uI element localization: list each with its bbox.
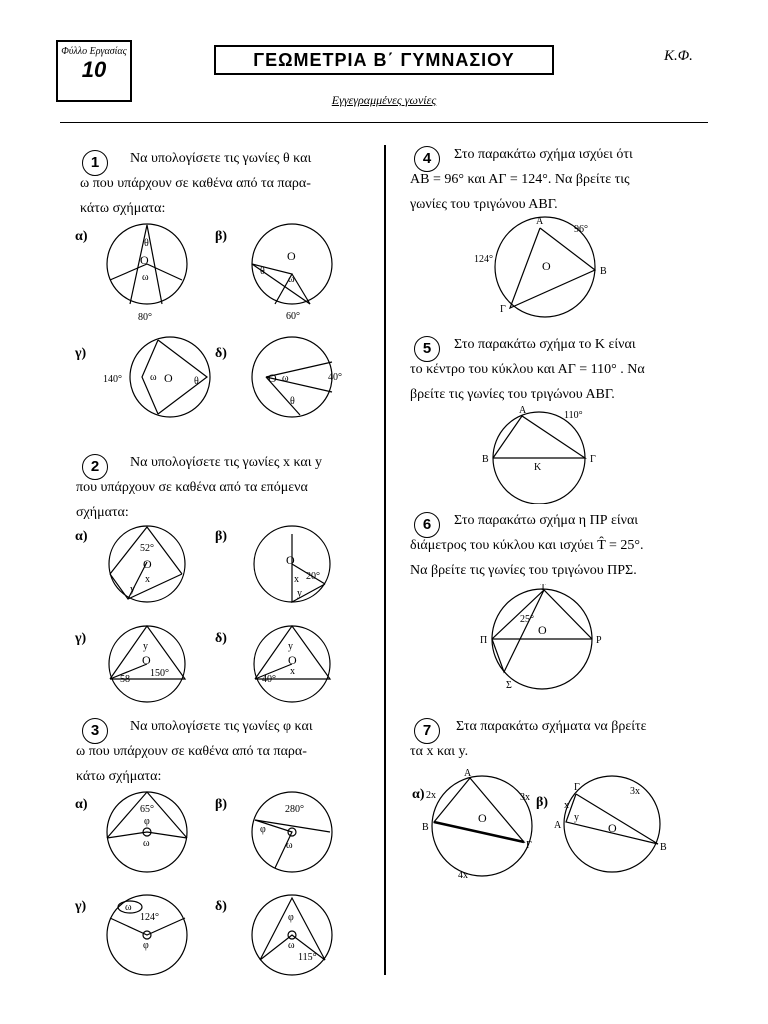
column-divider — [384, 145, 386, 975]
page-subtitle: Εγγεγραμμένες γωνίες — [331, 93, 437, 107]
author-initials: Κ.Φ. — [664, 48, 693, 64]
ex1-g-theta: θ — [194, 376, 199, 387]
exercise-3-number: 3 — [82, 718, 108, 744]
exercise-2-line-1: Να υπολογίσετε τις γωνίες x και y — [130, 455, 323, 470]
exercise-1-number: 1 — [82, 150, 108, 176]
ex2-d-x: x — [290, 666, 295, 677]
exercise-3-figures — [70, 790, 370, 980]
ex7-b-3x: 3x — [630, 786, 640, 797]
ex4-vertex-b: B — [600, 266, 607, 277]
ex2-b-angle: 20° — [306, 571, 320, 582]
sheet-number: 10 — [81, 57, 107, 82]
ex2-d-y: y — [288, 641, 293, 652]
ex3-a-angle: 65° — [140, 804, 154, 815]
ex2-b-x: x — [294, 574, 299, 585]
ex1-g-center: O — [164, 371, 173, 385]
ex1-a-arc: 80° — [138, 312, 152, 323]
ex4-center: O — [542, 259, 551, 273]
exercise-6-number: 6 — [414, 512, 440, 538]
ex3-d-angle: 115° — [298, 952, 317, 963]
ex3-label-d: δ) — [215, 899, 227, 914]
exercise-6-figure — [474, 584, 614, 694]
ex2-a-y: y — [130, 584, 135, 595]
ex7-b-center: O — [608, 821, 617, 835]
ex2-b-y: y — [297, 588, 302, 599]
ex2-g-y: y — [143, 641, 148, 652]
ex2-a-x: x — [145, 574, 150, 585]
ex2-label-d: δ) — [215, 631, 227, 646]
exercise-7-figures — [412, 766, 702, 886]
ex2-a-center: O — [143, 557, 152, 571]
ex6-vertex-t: T — [540, 584, 547, 593]
ex7-a-vertex-a: A — [464, 768, 472, 779]
ex6-vertex-r: P — [596, 635, 602, 646]
ex1-d-arc: 40° — [328, 372, 342, 383]
ex7-a-2x: 2x — [426, 790, 436, 801]
ex7-a-center: O — [478, 811, 487, 825]
ex3-b-angle: 280° — [285, 804, 304, 815]
exercise-6-line-1: Στο παρακάτω σχήμα η ΠΡ είναι — [454, 513, 639, 528]
ex3-label-a: α) — [75, 797, 88, 812]
ex1-d-center: O — [268, 371, 277, 385]
ex7-label-b: β) — [536, 795, 549, 810]
ex3-a-phi: φ — [144, 816, 150, 827]
ex1-a-omega: ω — [142, 272, 149, 283]
exercise-2-line-3: σχήματα: — [76, 505, 129, 520]
ex7-b-vertex-b: B — [660, 842, 667, 853]
ex2-d-center: O — [288, 653, 297, 667]
ex3-label-b: β) — [215, 797, 228, 812]
ex2-a-angle: 52° — [140, 543, 154, 554]
ex1-g-arc: 140° — [103, 374, 122, 385]
ex3-d-omega: ω — [288, 940, 295, 951]
ex3-b-phi: φ — [260, 824, 266, 835]
ex1-b-arc: 60° — [286, 311, 300, 322]
exercise-3-line-3: κάτω σχήματα: — [76, 769, 162, 784]
ex2-g-angle1: 58 — [120, 674, 130, 685]
exercise-4-line-3: γωνίες του τριγώνου ΑΒΓ. — [410, 197, 558, 212]
ex1-label-d: δ) — [215, 346, 227, 361]
exercise-1-line-3: κάτω σχήματα: — [80, 201, 166, 216]
exercise-4-line-2: ΑΒ = 96° και ΑΓ = 124°. Να βρείτε τις — [410, 172, 630, 187]
ex6-center: O — [538, 623, 547, 637]
ex3-g-phi: φ — [143, 940, 149, 951]
exercise-5-line-2: το κέντρο του κύκλου και ΑΓ = 110° . Να — [410, 362, 645, 377]
exercise-7-number: 7 — [414, 718, 440, 744]
exercise-2-line-2: που υπάρχουν σε καθένα από τα επόμενα — [76, 480, 308, 495]
ex5-center-k: K — [534, 462, 542, 473]
ex7-a-vertex-g: Γ — [526, 840, 532, 851]
exercise-4-line-1: Στο παρακάτω σχήμα ισχύει ότι — [454, 147, 633, 162]
page-title: ΓΕΩΜΕΤΡΙΑ Β΄ ΓΥΜΝΑΣΙΟΥ — [214, 45, 554, 75]
exercise-5-number: 5 — [414, 336, 440, 362]
ex2-g-angle2: 150° — [150, 668, 169, 679]
ex4-vertex-g: Γ — [500, 304, 506, 315]
exercise-4-number: 4 — [414, 146, 440, 172]
header-divider — [60, 122, 708, 123]
ex2-label-g: γ) — [75, 631, 87, 646]
ex3-a-omega: ω — [143, 838, 150, 849]
exercise-7-line-1: Στα παρακάτω σχήματα να βρείτε — [456, 719, 647, 734]
ex6-vertex-p: Π — [480, 635, 488, 646]
exercise-6-line-3: Να βρείτε τις γωνίες του τριγώνου ΠΡΣ. — [410, 563, 637, 578]
ex2-label-b: β) — [215, 529, 228, 544]
ex1-d-omega: ω — [282, 373, 289, 384]
ex7-label-a: α) — [412, 787, 425, 802]
exercise-1-line-2: ω που υπάρχουν σε καθένα από τα παρα- — [80, 176, 311, 191]
ex1-a-theta: θ — [144, 238, 149, 249]
ex5-vertex-b: B — [482, 454, 489, 465]
exercise-5-figure — [476, 404, 616, 504]
exercise-4-figure — [460, 212, 620, 322]
ex5-vertex-a: A — [519, 405, 527, 416]
ex4-arc2: 124° — [474, 254, 493, 265]
ex7-a-4x: 4x — [458, 870, 468, 881]
exercise-1-line-1: Να υπολογίσετε τις γωνίες θ και — [130, 151, 312, 166]
ex4-vertex-a: A — [536, 216, 544, 227]
ex1-label-g: γ) — [75, 346, 87, 361]
exercise-2-figures — [70, 524, 370, 704]
exercise-7-line-2: τα x και y. — [410, 744, 469, 759]
ex7-b-vertex-a: A — [554, 820, 562, 831]
ex5-vertex-g: Γ — [590, 454, 596, 465]
ex7-b-vertex-g: Γ — [574, 782, 580, 793]
ex1-label-a: α) — [75, 229, 88, 244]
exercise-5-line-3: βρείτε τις γωνίες του τριγώνου ΑΒΓ. — [410, 387, 615, 402]
ex6-vertex-s: Σ — [506, 680, 512, 691]
ex7-b-y: y — [574, 812, 579, 823]
ex2-b-center: O — [286, 553, 295, 567]
exercise-5-line-1: Στο παρακάτω σχήμα το Κ είναι — [454, 337, 636, 352]
exercise-2-number: 2 — [82, 454, 108, 480]
exercise-3-line-1: Να υπολογίσετε τις γωνίες φ και — [130, 719, 313, 734]
ex2-label-a: α) — [75, 529, 88, 544]
ex3-b-omega: ω — [286, 840, 293, 851]
ex7-a-vertex-b: B — [422, 822, 429, 833]
ex1-g-omega: ω — [150, 372, 157, 383]
ex1-b-center: O — [287, 249, 296, 263]
ex1-b-omega: ω — [288, 274, 295, 285]
ex2-g-center: O — [142, 653, 151, 667]
ex3-label-g: γ) — [75, 899, 87, 914]
ex1-a-center: O — [140, 253, 149, 267]
ex1-b-theta: θ — [260, 266, 265, 277]
ex6-angle: 25° — [520, 614, 534, 625]
ex4-arc1: 96° — [574, 224, 588, 235]
ex7-b-x: x — [564, 800, 569, 811]
exercise-6-line-2: διάμετρος του κύκλου και ισχύει T̂ = 25°. — [410, 538, 644, 553]
ex3-g-omega: ω — [125, 902, 132, 913]
sheet-label: Φύλλο Εργασίας — [61, 46, 127, 57]
exercise-1-figures — [70, 222, 370, 442]
ex2-d-angle: 40° — [262, 674, 276, 685]
exercise-3-line-2: ω που υπάρχουν σε καθένα από τα παρα- — [76, 744, 307, 759]
ex1-d-theta: θ — [290, 396, 295, 407]
ex3-g-angle: 124° — [140, 912, 159, 923]
ex1-label-b: β) — [215, 229, 228, 244]
ex3-d-phi: φ — [288, 912, 294, 923]
ex5-arc: 110° — [564, 410, 583, 421]
ex7-a-3x: 3x — [520, 792, 530, 803]
